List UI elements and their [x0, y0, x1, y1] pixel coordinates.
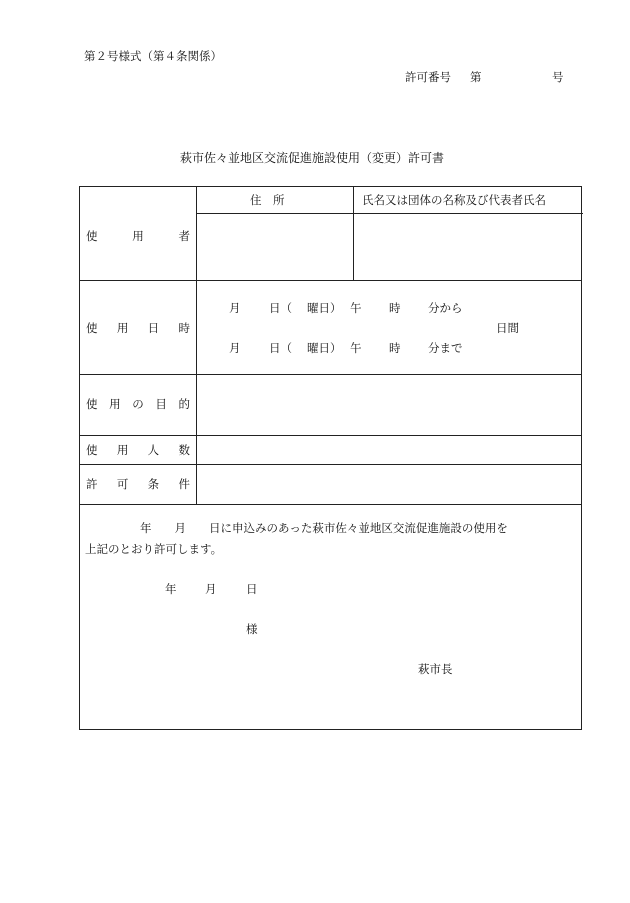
name-column-header: 氏名又は団体の名称及び代表者氏名 [362, 193, 546, 207]
count-label-char: 使 [86, 443, 98, 457]
body-line-2: 上記のとおり許可します。 [85, 542, 223, 556]
purpose-label-char: 的 [178, 397, 190, 411]
permit-number-suffix: 号 [552, 70, 564, 84]
user-label-char: 用 [132, 229, 144, 243]
count-label-char: 用 [116, 443, 129, 457]
from-day: 日（ [269, 301, 292, 315]
address-field[interactable] [197, 214, 352, 279]
count-label-char: 数 [178, 443, 190, 457]
to-month: 月 [229, 341, 241, 355]
permit-number-label: 許可番号 [405, 70, 451, 84]
body-line-1: 年 月 日に申込みのあった萩市佐々並地区交流促進施設の使用を [140, 521, 508, 535]
issuer: 萩市長 [418, 662, 453, 676]
purpose-label [86, 399, 190, 411]
permit-table [79, 186, 582, 730]
from-ampm: 午 [350, 301, 362, 315]
to-day: 日（ [269, 341, 292, 355]
from-hour: 時 [389, 301, 401, 315]
permit-number-prefix: 第 [470, 70, 482, 84]
days-label: 日間 [496, 321, 519, 335]
conditions-field[interactable] [197, 465, 581, 503]
name-field[interactable] [354, 214, 580, 279]
purpose-label-char: 使 [86, 397, 98, 411]
to-weekday: 曜日） [307, 341, 342, 355]
issue-date-day: 日 [246, 582, 258, 596]
conditions-label [86, 479, 190, 491]
conditions-label-char: 件 [178, 477, 190, 491]
datetime-label-char: 使 [86, 321, 98, 335]
document-title: 萩市佐々並地区交流促進施設使用（変更）許可書 [180, 151, 445, 165]
from-weekday: 曜日） [307, 301, 342, 315]
purpose-label-char: 用 [109, 397, 121, 411]
purpose-label-char: 目 [155, 397, 167, 411]
conditions-label-char: 条 [147, 477, 160, 491]
conditions-label-char: 可 [116, 477, 129, 491]
datetime-label-char: 日 [147, 321, 160, 335]
address-column-header: 住 所 [250, 193, 285, 207]
user-label-char: 者 [178, 229, 190, 243]
conditions-label-char: 許 [86, 477, 98, 491]
form-number: 第２号様式（第４条関係） [84, 49, 222, 63]
issue-date-month: 月 [205, 582, 217, 596]
to-hour: 時 [389, 341, 401, 355]
count-label [86, 445, 190, 457]
datetime-label [86, 323, 190, 335]
datetime-label-char: 用 [116, 321, 129, 335]
addressee-suffix: 様 [246, 622, 258, 636]
purpose-field[interactable] [197, 375, 581, 434]
user-label-char: 使 [86, 229, 98, 243]
from-month: 月 [229, 301, 241, 315]
issue-date-year: 年 [165, 582, 177, 596]
from-minute: 分から [428, 301, 463, 315]
count-label-char: 人 [147, 443, 160, 457]
user-label [86, 231, 190, 243]
purpose-label-char: の [132, 397, 144, 411]
to-minute: 分まで [428, 341, 463, 355]
datetime-label-char: 時 [178, 321, 190, 335]
to-ampm: 午 [350, 341, 362, 355]
count-field[interactable] [197, 436, 581, 463]
